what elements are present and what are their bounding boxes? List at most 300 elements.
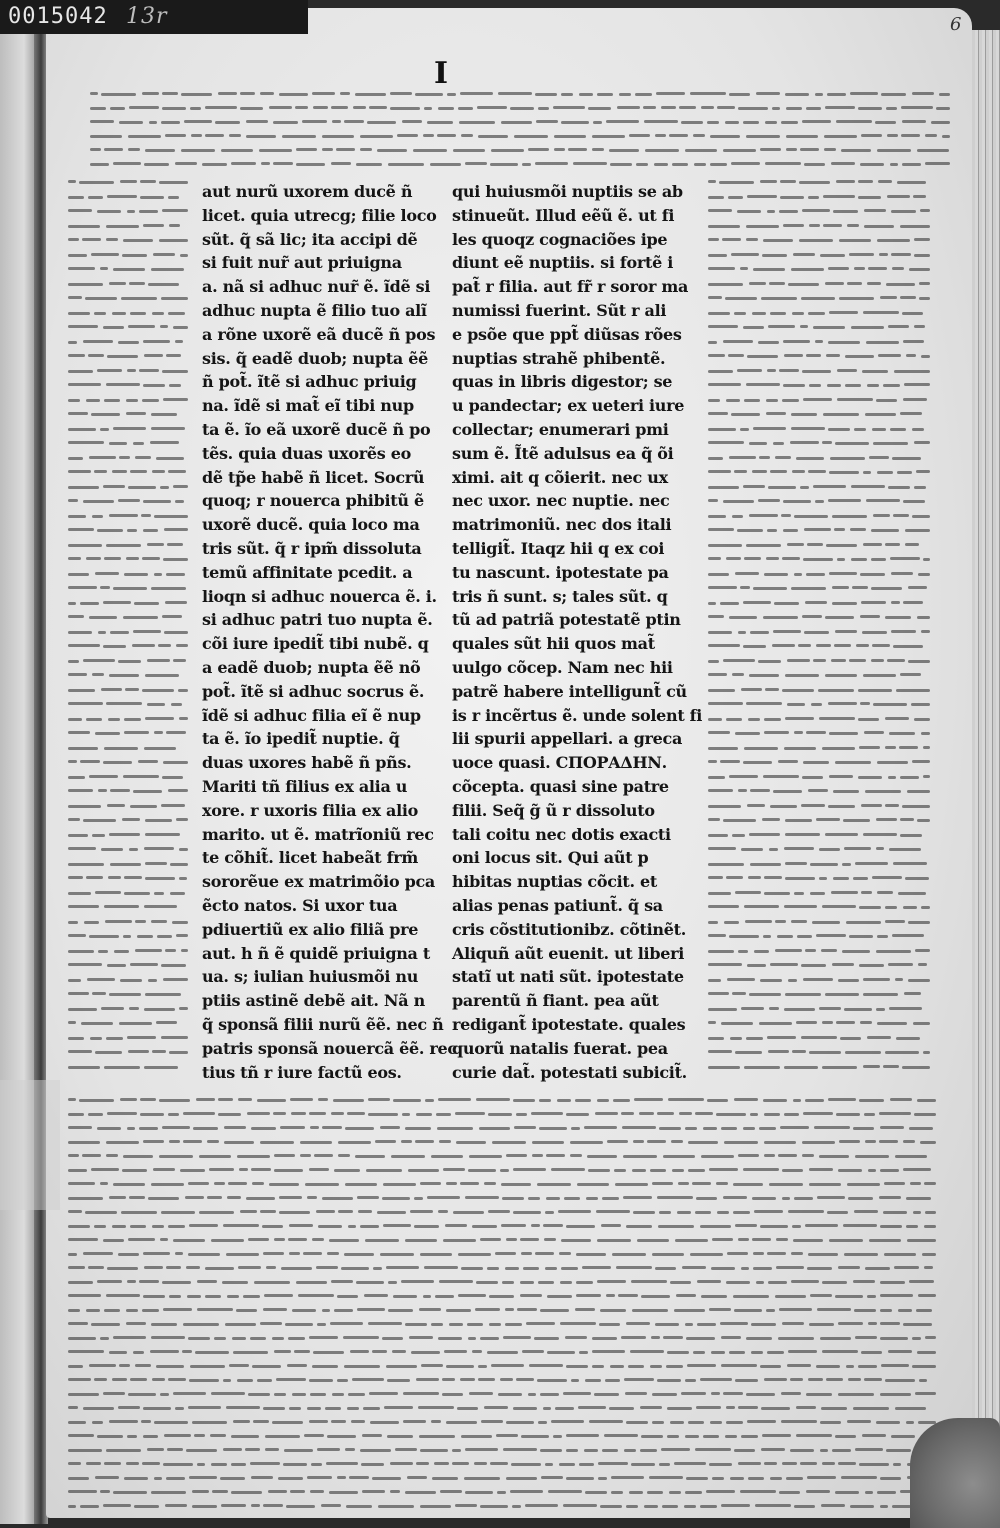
gloss-stroke — [532, 1154, 543, 1157]
gloss-stroke — [195, 1351, 229, 1354]
gloss-stroke — [708, 905, 739, 908]
gloss-stroke — [498, 1393, 522, 1396]
gloss-stroke — [405, 1323, 427, 1326]
gloss-stroke — [525, 1504, 558, 1507]
gloss-stroke — [883, 1065, 899, 1068]
text-line: ptiis astinẽ debẽ ait. Nã n — [202, 991, 425, 1011]
gloss-stroke — [127, 1280, 136, 1283]
gloss-stroke — [129, 848, 138, 851]
gloss-stroke — [822, 747, 855, 750]
gloss-stroke — [68, 341, 77, 344]
gloss-stroke — [68, 441, 104, 444]
gloss-stroke — [133, 1351, 144, 1354]
gloss-stroke — [785, 717, 814, 720]
gloss-stroke — [142, 557, 160, 560]
gloss-stroke — [883, 1211, 907, 1214]
gloss-stroke — [788, 1210, 824, 1213]
gloss-stroke — [843, 819, 870, 822]
gloss-stroke — [611, 1476, 644, 1479]
gloss-stroke — [104, 1462, 121, 1465]
gloss-stroke — [723, 659, 755, 662]
gloss-stroke — [154, 1421, 188, 1424]
gloss-stroke — [770, 470, 787, 473]
gloss-stroke — [872, 428, 886, 431]
gloss-stroke — [101, 1007, 124, 1010]
gloss-stroke — [891, 1435, 915, 1438]
gloss-stroke — [731, 253, 759, 256]
gloss-stroke — [226, 1253, 259, 1256]
gloss-stroke — [361, 1463, 384, 1466]
gloss-stroke — [520, 1281, 534, 1284]
gloss-stroke — [731, 413, 760, 416]
gloss-stroke — [229, 1364, 249, 1367]
gloss-stroke — [735, 572, 759, 575]
gloss-stroke — [914, 486, 926, 489]
gloss-stroke — [903, 340, 924, 343]
gloss-stroke — [726, 1421, 743, 1424]
gloss-stroke — [733, 1295, 769, 1298]
gloss-stroke — [68, 1098, 76, 1101]
gloss-stroke — [644, 120, 678, 123]
gloss-stroke — [272, 1337, 284, 1340]
gloss-stroke — [670, 1281, 691, 1284]
gloss-stroke — [767, 210, 775, 213]
gloss-stroke — [127, 210, 135, 213]
gloss-stroke — [176, 644, 188, 647]
gloss-stroke — [185, 1196, 204, 1199]
gloss-stroke — [106, 1154, 118, 1157]
gloss-stroke — [908, 979, 930, 982]
gloss-stroke — [824, 148, 836, 151]
gloss-stroke — [819, 848, 840, 851]
gloss-stroke — [290, 1098, 313, 1101]
gloss-stroke — [431, 1420, 441, 1423]
gloss-stroke — [237, 1155, 270, 1158]
gloss-stroke — [343, 1336, 379, 1339]
gloss-stroke — [68, 470, 91, 473]
text-line: patrẽ habere intelligunt̃ cũ — [452, 681, 687, 701]
gloss-stroke — [867, 1036, 891, 1039]
gloss-stroke — [864, 731, 884, 734]
gloss-stroke — [800, 148, 819, 151]
gloss-stroke — [895, 978, 903, 981]
gloss-stroke — [810, 892, 825, 895]
gloss-stroke — [863, 543, 882, 546]
gloss-stroke — [708, 1037, 724, 1040]
gloss-stroke — [862, 631, 887, 634]
gloss-stroke — [143, 1140, 164, 1143]
gloss-stroke — [251, 1476, 273, 1479]
gloss-stroke — [621, 1112, 634, 1115]
gloss-stroke — [566, 1365, 588, 1368]
gloss-stroke — [119, 1364, 130, 1367]
gloss-stroke — [855, 1336, 877, 1339]
text-line: quorũ natalis fuerat. pea — [452, 1038, 668, 1058]
gloss-stroke — [144, 847, 174, 850]
gloss-stroke — [197, 1308, 233, 1311]
gloss-stroke — [103, 485, 125, 488]
gloss-stroke — [90, 92, 98, 95]
gloss-stroke — [474, 1462, 487, 1465]
gloss-stroke — [791, 920, 807, 923]
gloss-stroke — [708, 615, 724, 618]
gloss-stroke — [878, 180, 892, 183]
gloss-stroke — [657, 1196, 693, 1199]
gloss-stroke — [346, 1505, 372, 1508]
gloss-stroke — [68, 428, 96, 431]
gloss-stroke — [631, 1280, 667, 1283]
gloss-stroke — [685, 1379, 696, 1382]
gloss-stroke — [685, 1323, 693, 1326]
gloss-stroke — [161, 964, 186, 967]
gloss-stroke — [838, 1322, 863, 1325]
gloss-stroke — [700, 1505, 717, 1508]
gloss-stroke — [164, 528, 188, 531]
gloss-stroke — [711, 1267, 735, 1270]
gloss-stroke — [585, 1379, 601, 1382]
gloss-stroke — [109, 514, 138, 517]
gloss-stroke — [647, 1140, 666, 1143]
gloss-stroke — [68, 934, 86, 937]
gloss-stroke — [939, 93, 950, 96]
gloss-stroke — [289, 1224, 313, 1227]
gloss-stroke — [576, 1253, 606, 1256]
gloss-stroke — [231, 1435, 259, 1438]
gloss-stroke — [409, 1336, 433, 1339]
gloss-stroke — [453, 1211, 484, 1214]
gloss-stroke — [86, 876, 103, 879]
gloss-stroke — [551, 1168, 585, 1171]
gloss-stroke — [695, 1112, 713, 1115]
gloss-stroke — [456, 1141, 486, 1144]
gloss-stroke — [100, 1490, 110, 1493]
gloss-stroke — [828, 341, 860, 344]
text-line: sis. q̃ eadẽ duob; nupta ẽẽ — [202, 348, 428, 368]
gloss-stroke — [68, 805, 101, 808]
gloss-stroke — [652, 1253, 684, 1256]
gloss-stroke — [360, 148, 372, 151]
gloss-stroke — [224, 1141, 254, 1144]
gloss-stroke — [352, 1378, 384, 1381]
gloss-stroke — [510, 1490, 543, 1493]
gloss-stroke — [813, 485, 846, 488]
gloss-stroke — [68, 557, 81, 560]
text-line: Aliquñ aũt euenit. ut liberi — [452, 943, 685, 963]
gloss-stroke — [559, 1252, 571, 1255]
gloss-stroke — [769, 848, 778, 851]
gloss-stroke — [215, 121, 240, 124]
gloss-stroke — [723, 1196, 747, 1199]
gloss-stroke — [889, 732, 915, 735]
gloss-stroke — [825, 282, 844, 285]
gloss-stroke — [144, 747, 176, 750]
gloss-stroke — [331, 1280, 353, 1283]
gloss-stroke — [708, 689, 735, 692]
gloss-stroke — [626, 1322, 650, 1325]
gloss-stroke — [279, 1196, 302, 1199]
gloss-stroke — [865, 1140, 876, 1143]
gloss-stroke — [885, 1379, 915, 1382]
gloss-stroke — [68, 644, 100, 647]
gloss-stroke — [163, 398, 188, 401]
gloss-stroke — [877, 149, 911, 152]
gloss-stroke — [452, 1449, 461, 1452]
text-line: nuptias strahẽ phibentẽ. — [452, 348, 666, 368]
gloss-stroke — [489, 1323, 501, 1326]
gloss-stroke — [537, 1183, 571, 1186]
gloss-stroke — [331, 162, 351, 165]
gloss-stroke — [369, 106, 387, 109]
gloss-stroke — [869, 1239, 901, 1242]
gloss-stroke — [170, 892, 185, 895]
gloss-stroke — [726, 399, 740, 402]
gloss-stroke — [126, 1462, 139, 1465]
gloss-stroke — [708, 428, 736, 431]
gloss-stroke — [822, 1021, 833, 1024]
gloss-stroke — [908, 586, 927, 589]
gloss-stroke — [368, 1113, 398, 1116]
gloss-stroke — [139, 1127, 158, 1130]
gloss-stroke — [126, 399, 138, 402]
gloss-stroke — [853, 1407, 889, 1410]
gloss-stroke — [239, 1168, 248, 1171]
text-line: filii. Seq̃ g̃ ũ r dissoluto — [452, 800, 655, 820]
gloss-stroke — [719, 181, 754, 184]
gloss-stroke — [794, 892, 804, 895]
gloss-stroke — [721, 1127, 737, 1130]
gloss-stroke — [741, 848, 763, 851]
gloss-stroke — [820, 254, 845, 257]
gloss-stroke — [197, 1280, 217, 1283]
gloss-stroke — [68, 1406, 78, 1409]
gloss-stroke — [129, 282, 145, 285]
gloss-stroke — [832, 963, 854, 966]
gloss-stroke — [139, 369, 159, 372]
gloss-stroke — [779, 1308, 812, 1311]
gloss-stroke — [183, 1112, 215, 1115]
gloss-stroke — [107, 355, 138, 358]
gloss-stroke — [786, 135, 818, 138]
gloss-stroke — [124, 892, 150, 895]
gloss-stroke — [763, 775, 799, 778]
gloss-stroke — [862, 1434, 886, 1437]
gloss-stroke — [113, 162, 141, 165]
gloss-stroke — [763, 239, 793, 242]
gloss-stroke — [912, 92, 934, 95]
gloss-stroke — [641, 1435, 663, 1438]
gloss-stroke — [847, 282, 862, 285]
gloss-stroke — [140, 1113, 164, 1116]
gloss-stroke — [763, 935, 771, 938]
gloss-stroke — [435, 1295, 454, 1298]
gloss-stroke — [199, 1211, 234, 1214]
gloss-stroke — [130, 470, 147, 473]
gloss-stroke — [765, 688, 779, 691]
text-line: quales sũt hii quos mat̃ — [452, 634, 655, 654]
gloss-stroke — [579, 1351, 588, 1354]
gloss-stroke — [602, 1197, 619, 1200]
gloss-stroke — [914, 238, 930, 241]
gloss-stroke — [579, 93, 593, 96]
gloss-stroke — [68, 1021, 76, 1024]
gloss-stroke — [847, 1183, 880, 1186]
gloss-stroke — [741, 1435, 758, 1438]
gloss-stroke — [383, 1183, 416, 1186]
gloss-stroke — [211, 1392, 245, 1395]
gloss-stroke — [772, 107, 780, 110]
gloss-stroke — [720, 602, 739, 605]
gloss-stroke — [785, 833, 820, 836]
gloss-stroke — [98, 789, 107, 792]
gloss-stroke — [877, 239, 910, 242]
gloss-stroke — [531, 1112, 563, 1115]
gloss-stroke — [68, 370, 93, 373]
gloss-stroke — [382, 1197, 410, 1200]
gloss-stroke — [753, 268, 785, 271]
gloss-stroke — [501, 121, 532, 124]
text-line: adhuc nupta ẽ filio tuo alĩ — [202, 301, 427, 320]
gloss-stroke — [459, 121, 495, 124]
gloss-stroke — [68, 660, 79, 663]
gloss-stroke — [694, 163, 706, 166]
gloss-stroke — [743, 1168, 779, 1171]
gloss-stroke — [415, 1140, 434, 1143]
gloss-stroke — [570, 1154, 582, 1157]
gloss-stroke — [610, 163, 632, 166]
gloss-stroke — [899, 746, 918, 749]
gloss-stroke — [260, 92, 274, 95]
gloss-stroke — [420, 1182, 441, 1185]
text-line: xore. r uxoris filia ex alio — [202, 800, 419, 820]
gloss-stroke — [820, 1421, 841, 1424]
gloss-stroke — [294, 1350, 310, 1353]
gloss-stroke — [808, 789, 828, 792]
gloss-stroke — [186, 1266, 200, 1269]
gloss-stroke — [914, 254, 930, 257]
gloss-stroke — [744, 1066, 780, 1069]
gloss-stroke — [103, 645, 126, 648]
gloss-stroke — [844, 847, 871, 850]
gloss-stroke — [68, 921, 78, 924]
gloss-stroke — [259, 149, 292, 152]
gloss-stroke — [172, 921, 188, 924]
gloss-stroke — [68, 1197, 103, 1200]
gloss-stroke — [893, 514, 909, 517]
gloss-stroke — [88, 354, 104, 357]
gloss-stroke — [469, 1155, 502, 1158]
gloss-stroke — [693, 134, 705, 137]
gloss-stroke — [923, 1051, 930, 1054]
gloss-stroke — [145, 862, 167, 865]
gloss-stroke — [726, 876, 743, 879]
gloss-stroke — [773, 442, 784, 445]
gloss-stroke — [561, 93, 573, 96]
gloss-stroke — [672, 1169, 684, 1172]
gloss-stroke — [188, 1406, 221, 1409]
gloss-stroke — [83, 1407, 114, 1410]
text-line: cõcepta. quasi sine patre — [452, 777, 669, 796]
gloss-stroke — [614, 1169, 626, 1172]
gloss-stroke — [298, 1294, 334, 1297]
gloss-stroke — [100, 267, 108, 270]
gloss-stroke — [68, 1281, 93, 1284]
gloss-stroke — [68, 412, 88, 415]
gloss-stroke — [123, 616, 158, 619]
gloss-stroke — [861, 601, 886, 604]
gloss-stroke — [708, 180, 716, 183]
gloss-stroke — [780, 1126, 809, 1129]
gloss-stroke — [750, 863, 781, 866]
gloss-stroke — [682, 1266, 706, 1269]
gloss-stroke — [851, 485, 885, 488]
gloss-stroke — [708, 718, 722, 721]
gloss-stroke — [154, 892, 164, 895]
gloss-stroke — [723, 819, 756, 822]
gloss-stroke — [862, 370, 888, 373]
gloss-stroke — [231, 1491, 262, 1494]
gloss-stroke — [536, 120, 558, 123]
gloss-stroke — [827, 93, 846, 96]
gloss-stroke — [764, 1462, 777, 1465]
gloss-stroke — [872, 644, 890, 647]
gloss-stroke — [848, 1197, 873, 1200]
gloss-stroke — [880, 1322, 900, 1325]
gloss-stroke — [128, 325, 155, 328]
gloss-stroke — [805, 1099, 824, 1102]
text-line: tris ñ sunt. s; tales sũt. q — [452, 586, 668, 606]
gloss-stroke — [127, 1435, 137, 1438]
gloss-stroke — [805, 949, 816, 952]
gloss-stroke — [92, 992, 106, 995]
gloss-stroke — [877, 891, 893, 894]
gloss-stroke — [726, 1406, 735, 1409]
gloss-stroke — [356, 1281, 384, 1284]
gloss-stroke — [825, 106, 855, 109]
gloss-stroke — [877, 1022, 907, 1025]
gloss-stroke — [804, 528, 831, 531]
gloss-stroke — [118, 1253, 139, 1256]
gloss-stroke — [145, 877, 175, 880]
gloss-stroke — [828, 499, 861, 502]
gloss-stroke — [133, 630, 161, 633]
gloss-stroke — [109, 282, 126, 285]
gloss-stroke — [903, 1323, 932, 1326]
gloss-stroke — [458, 107, 473, 110]
gloss-stroke — [858, 196, 881, 199]
gloss-stroke — [600, 1309, 626, 1312]
gloss-stroke — [305, 1183, 339, 1186]
gloss-stroke — [410, 1210, 433, 1213]
gloss-stroke — [863, 1065, 880, 1068]
gloss-stroke — [543, 1407, 551, 1410]
gloss-stroke — [245, 1448, 260, 1451]
gloss-stroke — [424, 107, 432, 110]
gloss-stroke — [886, 107, 897, 110]
gloss-stroke — [622, 1126, 656, 1129]
gloss-stroke — [162, 1281, 191, 1284]
gloss-stroke — [785, 877, 815, 880]
gloss-stroke — [575, 1099, 591, 1102]
gloss-stroke — [888, 486, 910, 489]
gloss-stroke — [662, 1505, 678, 1508]
gloss-stroke — [171, 703, 182, 706]
gloss-stroke — [807, 1267, 832, 1270]
gloss-stroke — [776, 1238, 788, 1241]
gloss-stroke — [802, 209, 830, 212]
gloss-stroke — [436, 1113, 451, 1116]
gloss-stroke — [781, 514, 791, 517]
gloss-stroke — [763, 1099, 787, 1102]
